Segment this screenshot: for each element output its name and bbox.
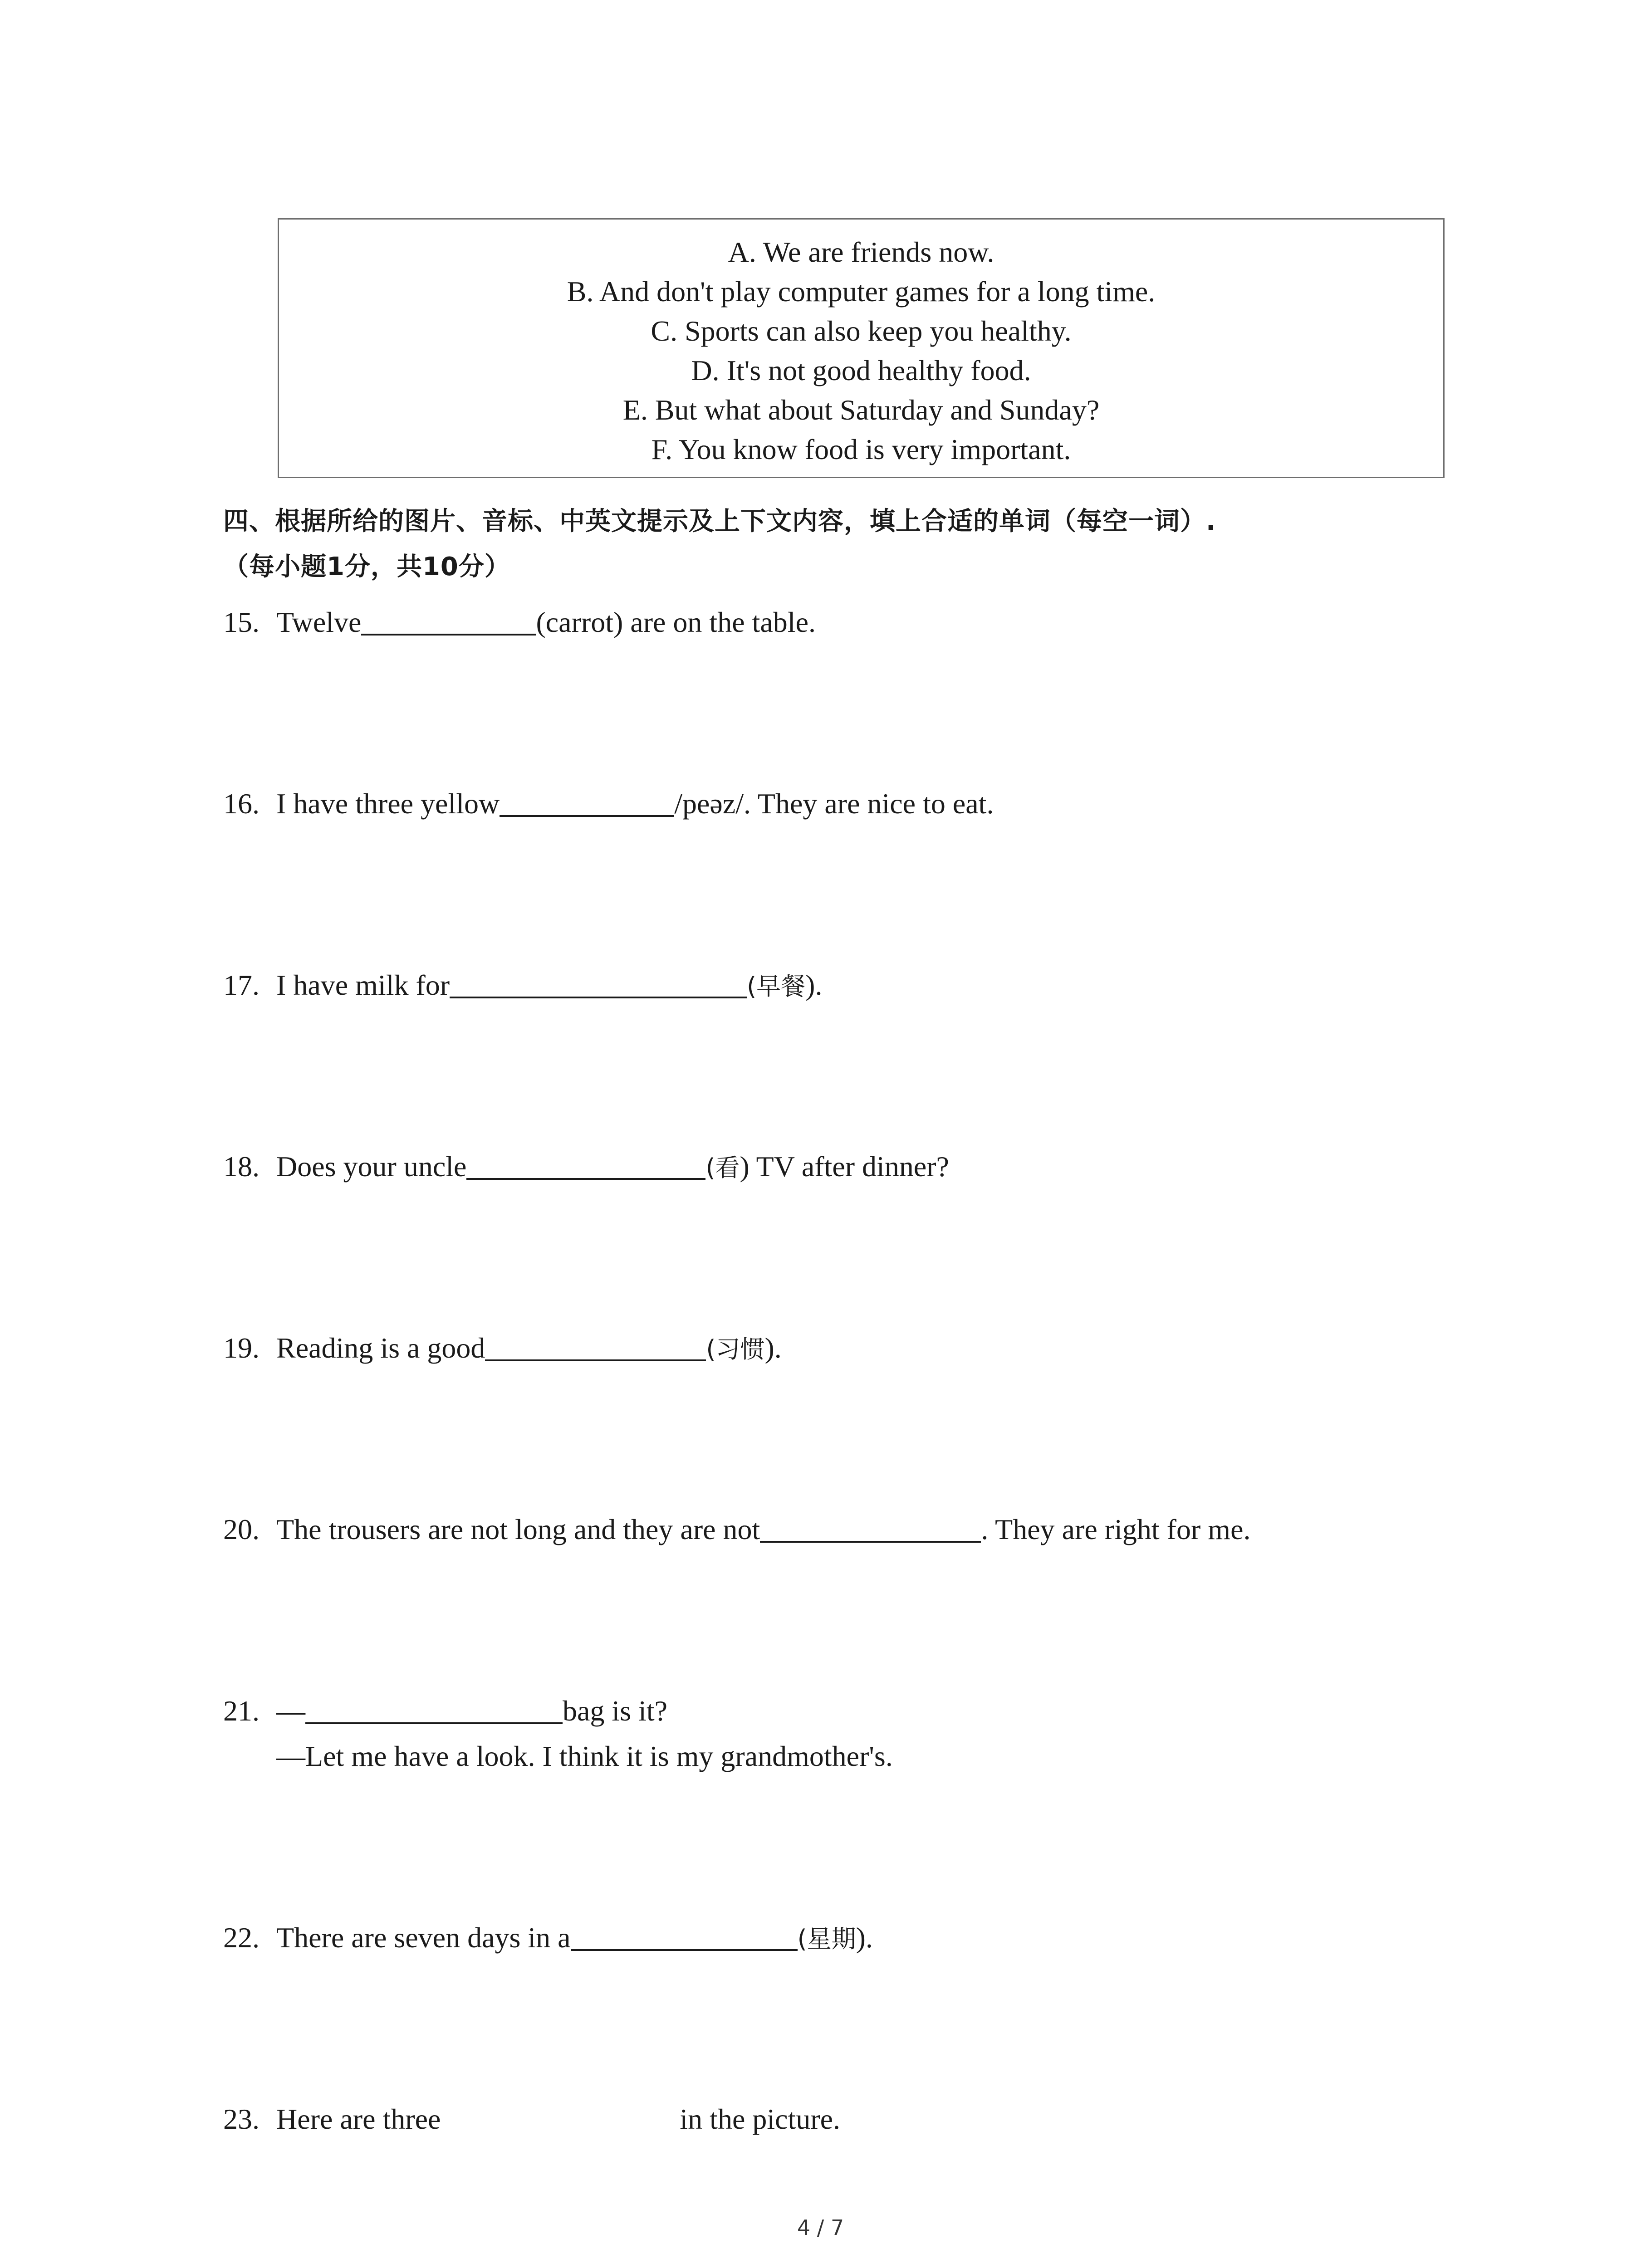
question-number: 20. [223,1513,260,1545]
question-hint-cn: (看 [705,1154,740,1182]
question-dialogue-reply: —Let me have a look. I think it is my grandmother's. [276,1740,893,1772]
page-number: 4 / 7 [797,2215,844,2240]
question-after: ). [805,969,823,1001]
question-after: bag is it? [563,1695,668,1727]
options-box [278,218,1445,478]
question-16 [223,781,994,826]
question-text: There are seven days in a [276,1921,571,1954]
section-title-line1: 四、根据所给的图片、音标、中英文提示及上下文内容，填上合适的单词（每空一词）. [223,507,1216,536]
answer-blank[interactable] [441,2102,680,2132]
question-text: Reading is a good [276,1332,485,1364]
question-hint-cn: (星期 [797,1925,856,1953]
answer-blank[interactable] [466,1149,705,1180]
question-number: 15. [223,606,260,638]
question-22 [223,1915,873,1962]
question-number: 17. [223,969,260,1001]
option-c: C. Sports can also keep you healthy. [651,315,1072,347]
question-text: The trousers are not long and they are not [276,1513,760,1545]
question-number: 19. [223,1332,260,1364]
answer-blank[interactable] [485,1330,706,1361]
question-after: in the picture. [680,2103,841,2135]
question-after: ) TV after dinner? [740,1150,949,1183]
question-text: — [276,1695,305,1727]
question-hint-cn: (习惯 [706,1335,765,1364]
question-hint-cn: (早餐 [747,972,806,1001]
question-21 [223,1688,893,1779]
question-text: I have milk for [276,969,450,1001]
question-after: ). [856,1921,873,1954]
question-text: I have three yellow [276,787,500,820]
question-18 [223,1144,949,1191]
question-number: 21. [223,1695,260,1727]
question-20 [223,1507,1250,1552]
answer-blank[interactable] [500,786,674,817]
answer-blank[interactable] [450,968,747,998]
answer-blank[interactable] [571,1920,798,1951]
question-after: . They are right for me. [981,1513,1251,1545]
question-15 [223,600,816,645]
option-b: B. And don't play computer games for a long time. [567,275,1156,308]
question-19 [223,1325,782,1372]
section-title-line2: （每小题1分，共10分） [223,552,510,582]
question-hint: /peəz/. They are nice to eat. [674,787,994,820]
answer-blank[interactable] [760,1512,981,1543]
question-text: Does your uncle [276,1150,467,1183]
question-hint: (carrot) are on the table. [536,606,816,638]
option-a: A. We are friends now. [728,236,994,268]
option-e: E. But what about Saturday and Sunday? [622,394,1100,426]
question-number: 23. [223,2103,260,2135]
question-17 [223,963,822,1009]
question-number: 16. [223,787,260,820]
option-d: D. It's not good healthy food. [691,354,1031,386]
question-text: Here are three [276,2103,441,2135]
answer-blank[interactable] [361,605,536,635]
answer-blank[interactable] [305,1693,563,1724]
question-text: Twelve [276,606,362,638]
question-number: 18. [223,1150,260,1183]
question-number: 22. [223,1921,260,1954]
option-f: F. You know food is very important. [651,433,1071,465]
question-after: ). [764,1332,782,1364]
question-23 [223,2097,840,2142]
